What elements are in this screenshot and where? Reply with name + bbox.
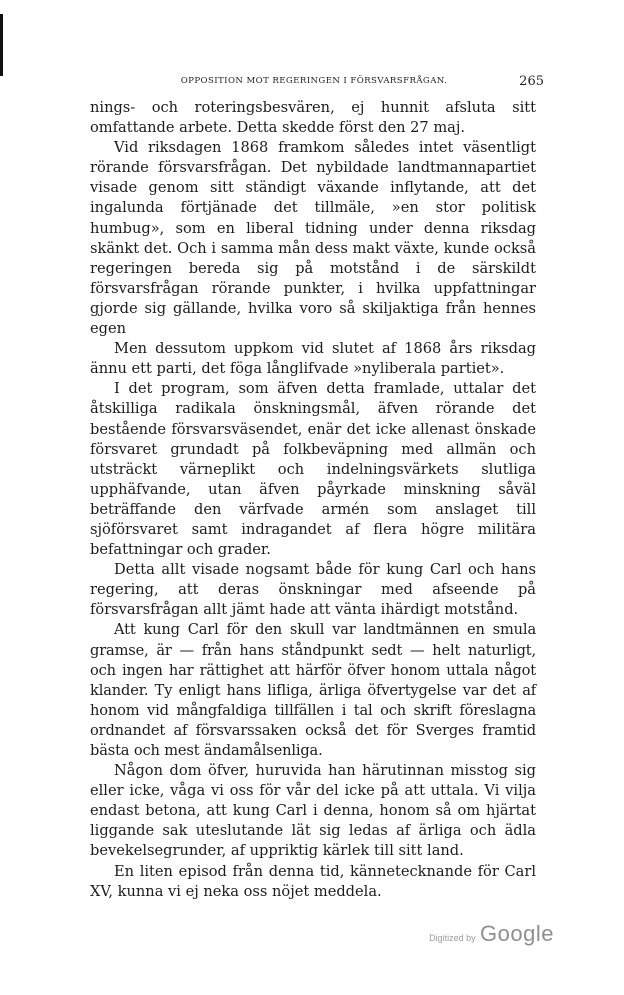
watermark-prefix: Digitized by xyxy=(429,933,476,943)
paragraph-riksdagen-1868: Vid riksdagen 1868 framkom således intet väsentligt rörande försvarsfrågan. Det nybildade landtmannapartiet visade genom sitt ständigt växande inflytande, att det ingalunda förtjänade det tillmäle, »en stor politisk humbug», som en liberal tidning under denna riksdag skänkt det. Och i samma mån dess makt växte, kunde också regeringen bereda sig på motstånd i de särskildt försvarsfrågan rörande punkter, i hvilka uppfattningar gjorde sig gällande, hvilka voro så skiljaktiga från hennes egen xyxy=(90,139,536,338)
running-title: OPPOSITION MOT REGERINGEN I FÖRSVARSFRÅGAN. xyxy=(180,76,448,86)
paragraph-program: I det program, som äfven detta framlade, uttalar det åtskilliga radikala önskningsmål, äfven rörande det bestående försvarsväsendet, enär det icke allenast önskade försvaret grundadt på folkbeväpning med allmän och utsträckt värneplikt och indelningsvärkets slutliga upphäfvande, utan äfven påyrkade minskning såväl beträffande den värfvade armén som anslaget till sjöförsvaret samt indragandet af flera högre militära befattningar och grader. xyxy=(90,380,536,559)
binding-edge-mark xyxy=(0,14,3,76)
paragraph-dom: Någon dom öfver, huruvida han härutinnan misstog sig eller icke, våga vi oss för vår del icke på att uttala. Vi vilja endast betona, att kung Carl i denna, honom så om hjärtat liggande sak uteslutande lät sig ledas af ärliga och ädla bevekelsegrunder, af uppriktig kärlek till sitt land. xyxy=(90,762,536,860)
page-number: 265 xyxy=(519,74,544,89)
paragraph-nyliberala-partiet: Men dessutom uppkom vid slutet af 1868 års riksdag ännu ett parti, det föga långlifvade »nyliberala partiet». xyxy=(90,340,536,378)
paragraph-kung-carl: Att kung Carl för den skull var landtmännen en smula gramse, är — från hans ståndpunkt sedt — helt naturligt, och ingen har rättighet att härför öfver honom uttala något klander. Ty enligt hans lifliga, ärliga öfvertygelse var det af honom vid mångfaldiga tillfällen i tal och skrift föreslagna ordnandet af försvarssaken också det för Sverges framtid bästa och mest ändamålsenliga. xyxy=(90,621,536,759)
paragraph-episod: En liten episod från denna tid, kännetecknande för Carl XV, kunna vi ej neka oss nöjet meddela. xyxy=(90,862,536,900)
running-head xyxy=(84,76,544,94)
paragraph-continuation: nings- och roteringsbesvären, ej hunnit afsluta sitt omfattande arbete. Detta skedde först den 27 maj. xyxy=(90,99,536,137)
paragraph-motstand: Detta allt visade nogsamt både för kung Carl och hans regering, att deras önskningar med afseende på försvarsfrågan allt jämt hade att vänta ihärdigt motstånd. xyxy=(90,561,536,619)
google-logo: Google xyxy=(480,921,554,946)
digitized-by-google-watermark xyxy=(429,921,554,947)
body-text xyxy=(90,98,536,902)
